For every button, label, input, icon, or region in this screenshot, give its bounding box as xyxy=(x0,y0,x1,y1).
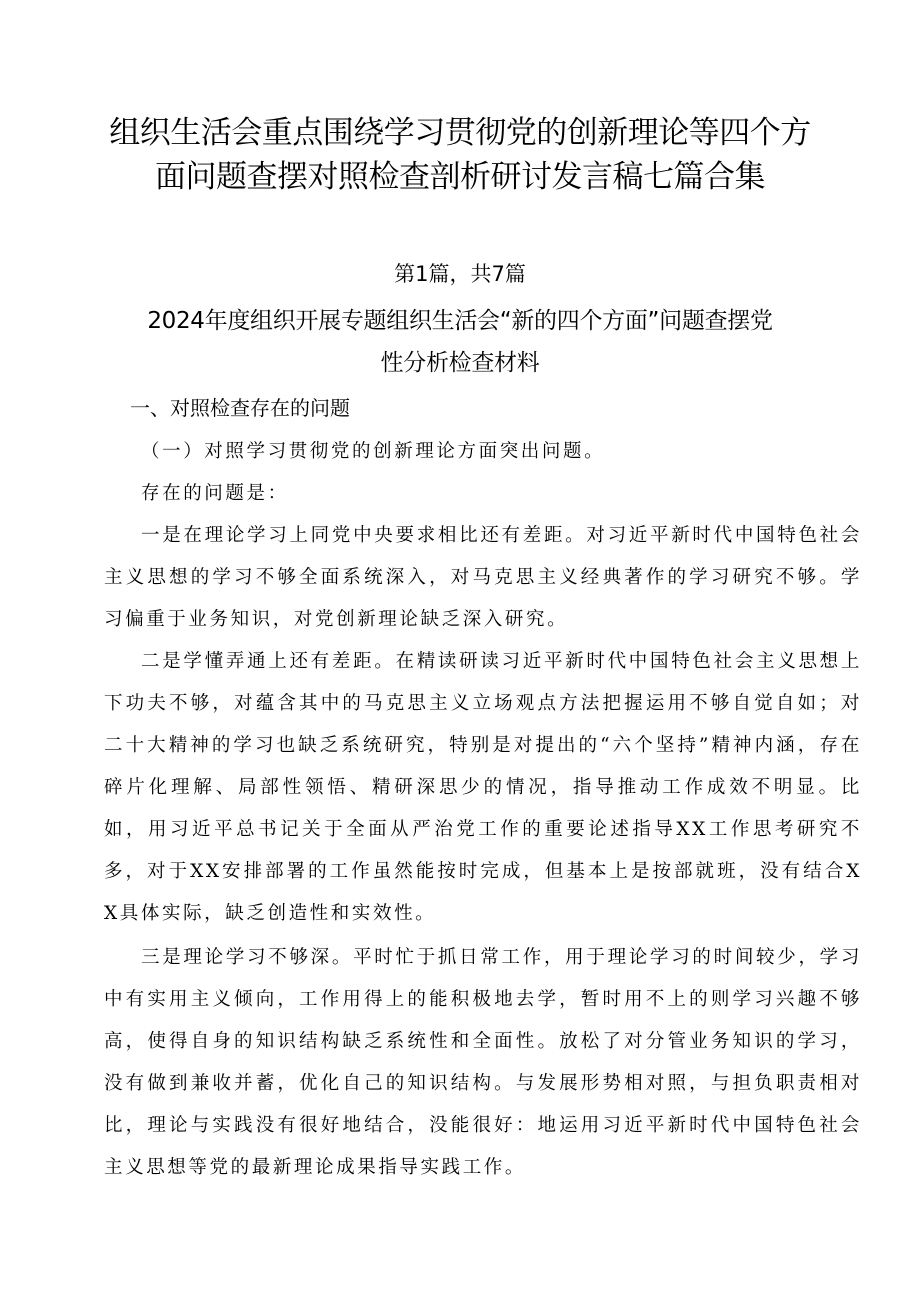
subsection-heading: （一）对照学习贯彻党的创新理论方面突出问题。 xyxy=(141,441,606,462)
subtitle-line-2: 性分析检查材料 xyxy=(380,350,540,376)
document-title-line-2: 面问题查摆对照检查剖析研讨发言稿七篇合集 xyxy=(155,159,765,195)
section-heading: 一、对照检查存在的问题 xyxy=(130,396,350,420)
part-label: 第1篇，共7篇 xyxy=(394,262,526,286)
subtitle-line-1: 2024年度组织开展专题组织生活会“新的四个方面”问题查摆党 xyxy=(147,308,773,334)
paragraph: 一是在理论学习上同党中央要求相比还有差距。对习近平新时代中国特色社会主义思想的学习不够全面系统深入，对马克思主义经典著作的学习研究不够。学习偏重于业务知识，对党创新理论缺乏深入研究。 xyxy=(104,525,862,630)
exists-label: 存在的问题是： xyxy=(141,483,289,504)
paragraph: 二是学懂弄通上还有差距。在精读研读习近平新时代中国特色社会主义思想上下功夫不够，对蕴含其中的马克思主义立场观点方法把握运用不够自觉自如；对二十大精神的学习也缺乏系统研究，特别是对提出的“六个坚持”精神内涵，存在碎片化理解、局部性领悟、精研深思少的情况，指导推动工作成效不明显。比如，用习近平总书记关于全面从严治党工作的重要论述指导XX工作思考研究不多，对于XX安排部署的工作虽然能按时完成，但基本上是按部就班，没有结合XX具体实际，缺乏创造性和实效性。 xyxy=(104,651,862,924)
document-title-line-1: 组织生活会重点围绕学习贯彻党的创新理论等四个方 xyxy=(109,115,811,151)
paragraph: 三是理论学习不够深。平时忙于抓日常工作，用于理论学习的时间较少，学习中有实用主义倾向，工作用得上的能积极地去学，暂时用不上的则学习兴趣不够高，使得自身的知识结构缺乏系统性和全面性。放松了对分管业务知识的学习，没有做到兼收并蓄，优化自己的知识结构。与发展形势相对照，与担负职责相对比，理论与实践没有很好地结合，没能很好：地运用习近平新时代中国特色社会主义思想等党的最新理论成果指导实践工作。 xyxy=(104,947,862,1178)
